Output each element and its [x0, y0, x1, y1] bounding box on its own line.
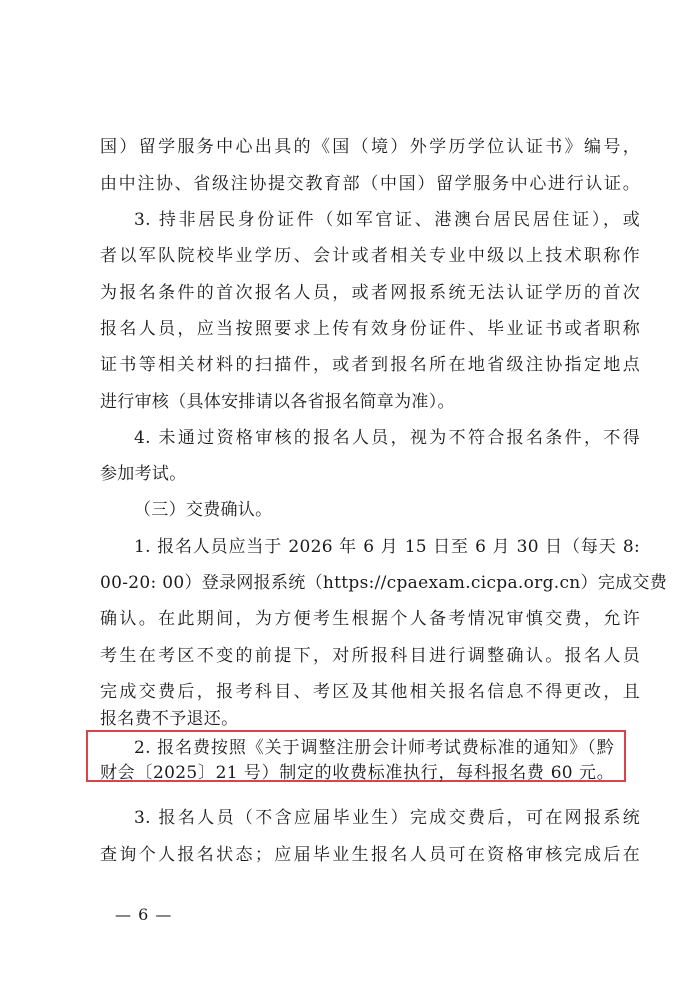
highlighted-text-line: 财会〔2025〕21 号）制定的收费标准执行，每科报名费 60 元。	[100, 763, 614, 783]
text-line: 确认。在此期间，为方便考生根据个人备考情况审慎交费，允许	[100, 609, 640, 629]
text-line: 报名费不予退还。	[100, 709, 239, 729]
text-line: 00-20: 00）登录网报系统（https://cpaexam.cicpa.org.cn）完成交费	[100, 573, 668, 593]
highlighted-text-line: 2. 报名费按照《关于调整注册会计师考试费标准的通知》（黔	[134, 738, 614, 758]
page-number: — 6 —	[115, 905, 173, 924]
text-line: 4. 未通过资格审核的报名人员，视为不符合报名条件，不得	[134, 428, 640, 448]
text-line: 完成交费后，报考科目、考区及其他相关报名信息不得更改，且	[100, 682, 640, 702]
text-line: 考生在考区不变的前提下，对所报科目进行调整确认。报名人员	[100, 646, 640, 666]
text-line: 国）留学服务中心出具的《国（境）外学历学位认证书》编号，	[100, 137, 640, 157]
text-line: 由中注协、省级注协提交教育部（中国）留学服务中心进行认证。	[100, 174, 640, 194]
text-line: 为报名条件的首次报名人员，或者网报系统无法认证学历的首次	[100, 283, 640, 303]
text-line: 证书等相关材料的扫描件，或者到报名所在地省级注协指定地点	[100, 355, 640, 375]
text-line: 者以军队院校毕业学历、会计或者相关专业中级以上技术职称作	[100, 246, 640, 266]
text-line: 3. 报名人员（不含应届毕业生）完成交费后，可在网报系统	[134, 808, 640, 828]
section-heading: （三）交费确认。	[134, 500, 273, 520]
text-line: 报名人员，应当按照要求上传有效身份证件、毕业证书或者职称	[100, 319, 640, 339]
text-line: 参加考试。	[100, 464, 187, 484]
text-line: 查询个人报名状态；应届毕业生报名人员可在资格审核完成后在	[100, 845, 640, 865]
text-line: 1. 报名人员应当于 2026 年 6 月 15 日至 6 月 30 日（每天 8:	[134, 537, 640, 557]
text-line: 3. 持非居民身份证件（如军官证、港澳台居民居住证），或	[134, 210, 640, 230]
text-line: 进行审核（具体安排请以各省报名简章为准）。	[100, 392, 455, 412]
